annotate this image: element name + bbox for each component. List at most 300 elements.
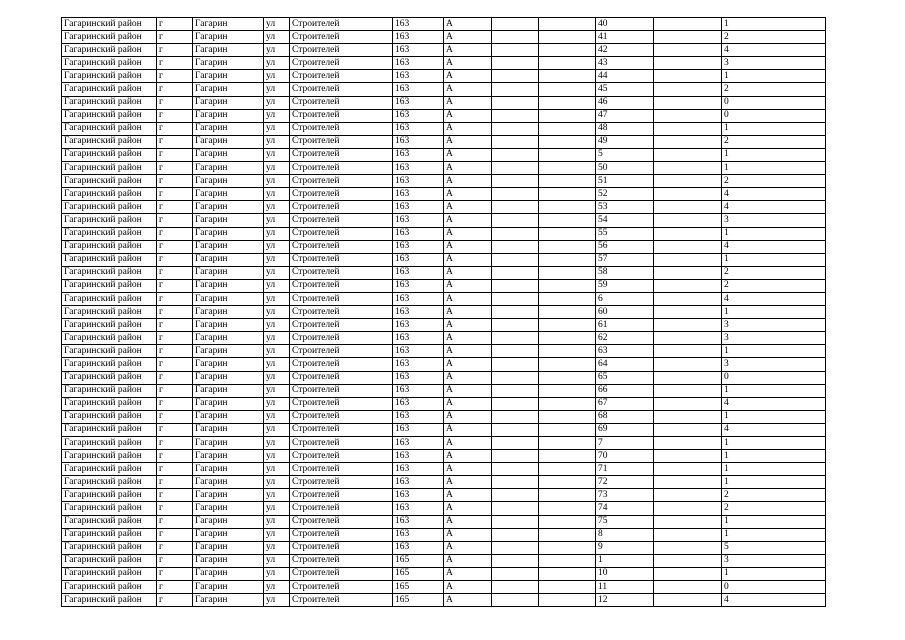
cell-street: Строителей — [290, 227, 393, 240]
cell-street: Строителей — [290, 96, 393, 109]
cell-col-9 — [539, 581, 596, 594]
cell-house-number: 163 — [393, 253, 444, 266]
cell-street: Строителей — [290, 201, 393, 214]
cell-building: А — [444, 148, 492, 161]
cell-value: 1 — [722, 253, 826, 266]
cell-col-9 — [539, 253, 596, 266]
cell-col-11 — [654, 332, 722, 345]
cell-locality: Гагарин — [193, 332, 264, 345]
cell-apartment: 65 — [596, 371, 654, 384]
cell-col-9 — [539, 240, 596, 253]
table-row — [62, 567, 826, 580]
cell-col-9 — [539, 96, 596, 109]
cell-col-11 — [654, 515, 722, 528]
cell-street: Строителей — [290, 109, 393, 122]
cell-col-11 — [654, 175, 722, 188]
cell-col-8 — [492, 70, 539, 83]
cell-district: Гагаринский район — [62, 266, 157, 279]
cell-col-11 — [654, 384, 722, 397]
cell-district: Гагаринский район — [62, 581, 157, 594]
cell-col-8 — [492, 476, 539, 489]
table-row — [62, 450, 826, 463]
cell-col-8 — [492, 188, 539, 201]
cell-value: 2 — [722, 279, 826, 292]
cell-district: Гагаринский район — [62, 502, 157, 515]
cell-apartment: 42 — [596, 44, 654, 57]
cell-locality-type: г — [157, 437, 193, 450]
table-row — [62, 319, 826, 332]
cell-col-8 — [492, 410, 539, 423]
cell-district: Гагаринский район — [62, 122, 157, 135]
cell-locality-type: г — [157, 423, 193, 436]
cell-apartment: 49 — [596, 135, 654, 148]
table-row — [62, 122, 826, 135]
cell-locality: Гагарин — [193, 292, 264, 305]
table-row — [62, 515, 826, 528]
cell-building: А — [444, 162, 492, 175]
cell-col-11 — [654, 70, 722, 83]
cell-col-11 — [654, 83, 722, 96]
cell-value: 1 — [722, 384, 826, 397]
cell-district: Гагаринский район — [62, 528, 157, 541]
cell-col-11 — [654, 306, 722, 319]
cell-district: Гагаринский район — [62, 201, 157, 214]
cell-value: 1 — [722, 567, 826, 580]
cell-locality-type: г — [157, 70, 193, 83]
cell-locality: Гагарин — [193, 44, 264, 57]
cell-street: Строителей — [290, 410, 393, 423]
cell-value: 1 — [722, 70, 826, 83]
cell-street-type: ул — [264, 528, 290, 541]
cell-value: 3 — [722, 554, 826, 567]
cell-col-11 — [654, 96, 722, 109]
cell-street: Строителей — [290, 266, 393, 279]
cell-col-9 — [539, 57, 596, 70]
cell-building: А — [444, 31, 492, 44]
cell-col-8 — [492, 201, 539, 214]
cell-col-9 — [539, 345, 596, 358]
table-row — [62, 410, 826, 423]
cell-district: Гагаринский район — [62, 31, 157, 44]
cell-building: А — [444, 332, 492, 345]
cell-locality-type: г — [157, 135, 193, 148]
cell-apartment: 40 — [596, 18, 654, 31]
cell-street-type: ул — [264, 240, 290, 253]
cell-district: Гагаринский район — [62, 148, 157, 161]
cell-col-11 — [654, 253, 722, 266]
cell-col-9 — [539, 319, 596, 332]
cell-col-9 — [539, 227, 596, 240]
cell-locality-type: г — [157, 489, 193, 502]
cell-district: Гагаринский район — [62, 437, 157, 450]
cell-locality: Гагарин — [193, 397, 264, 410]
cell-locality: Гагарин — [193, 122, 264, 135]
cell-value: 4 — [722, 240, 826, 253]
cell-col-11 — [654, 201, 722, 214]
cell-street: Строителей — [290, 502, 393, 515]
cell-locality: Гагарин — [193, 175, 264, 188]
cell-col-9 — [539, 175, 596, 188]
cell-street-type: ул — [264, 188, 290, 201]
cell-street-type: ул — [264, 450, 290, 463]
cell-street: Строителей — [290, 70, 393, 83]
cell-building: А — [444, 240, 492, 253]
cell-locality-type: г — [157, 594, 193, 607]
cell-street-type: ул — [264, 371, 290, 384]
cell-locality: Гагарин — [193, 109, 264, 122]
cell-street: Строителей — [290, 345, 393, 358]
cell-building: А — [444, 463, 492, 476]
cell-locality-type: г — [157, 450, 193, 463]
cell-locality: Гагарин — [193, 489, 264, 502]
cell-apartment: 11 — [596, 581, 654, 594]
cell-building: А — [444, 253, 492, 266]
table-row — [62, 489, 826, 502]
cell-col-8 — [492, 423, 539, 436]
cell-street: Строителей — [290, 437, 393, 450]
cell-street-type: ул — [264, 567, 290, 580]
cell-col-11 — [654, 44, 722, 57]
cell-house-number: 163 — [393, 489, 444, 502]
cell-locality: Гагарин — [193, 567, 264, 580]
cell-value: 1 — [722, 437, 826, 450]
cell-locality: Гагарин — [193, 319, 264, 332]
cell-building: А — [444, 541, 492, 554]
cell-apartment: 70 — [596, 450, 654, 463]
cell-apartment: 48 — [596, 122, 654, 135]
cell-locality: Гагарин — [193, 410, 264, 423]
cell-value: 1 — [722, 463, 826, 476]
cell-street-type: ул — [264, 109, 290, 122]
cell-house-number: 163 — [393, 437, 444, 450]
cell-locality-type: г — [157, 306, 193, 319]
cell-value: 2 — [722, 489, 826, 502]
cell-street-type: ул — [264, 292, 290, 305]
cell-locality: Гагарин — [193, 384, 264, 397]
cell-col-9 — [539, 358, 596, 371]
cell-street-type: ул — [264, 96, 290, 109]
cell-value: 1 — [722, 476, 826, 489]
table-row — [62, 227, 826, 240]
cell-district: Гагаринский район — [62, 109, 157, 122]
cell-col-8 — [492, 162, 539, 175]
cell-locality-type: г — [157, 410, 193, 423]
cell-street-type: ул — [264, 437, 290, 450]
table-row — [62, 502, 826, 515]
cell-value: 4 — [722, 292, 826, 305]
cell-col-11 — [654, 476, 722, 489]
cell-apartment: 73 — [596, 489, 654, 502]
cell-building: А — [444, 371, 492, 384]
cell-building: А — [444, 437, 492, 450]
cell-apartment: 63 — [596, 345, 654, 358]
cell-value: 4 — [722, 423, 826, 436]
cell-street: Строителей — [290, 476, 393, 489]
cell-value: 1 — [722, 515, 826, 528]
cell-col-11 — [654, 554, 722, 567]
cell-locality: Гагарин — [193, 515, 264, 528]
table-body — [62, 18, 826, 607]
cell-building: А — [444, 306, 492, 319]
cell-street-type: ул — [264, 476, 290, 489]
cell-col-11 — [654, 227, 722, 240]
cell-locality-type: г — [157, 214, 193, 227]
cell-district: Гагаринский район — [62, 554, 157, 567]
cell-building: А — [444, 594, 492, 607]
cell-col-8 — [492, 57, 539, 70]
cell-district: Гагаринский район — [62, 450, 157, 463]
cell-locality-type: г — [157, 18, 193, 31]
cell-apartment: 10 — [596, 567, 654, 580]
cell-building: А — [444, 96, 492, 109]
table-row — [62, 253, 826, 266]
cell-street: Строителей — [290, 44, 393, 57]
cell-locality: Гагарин — [193, 437, 264, 450]
cell-apartment: 68 — [596, 410, 654, 423]
cell-locality-type: г — [157, 541, 193, 554]
cell-col-8 — [492, 450, 539, 463]
cell-locality-type: г — [157, 502, 193, 515]
cell-apartment: 66 — [596, 384, 654, 397]
cell-col-8 — [492, 96, 539, 109]
cell-building: А — [444, 188, 492, 201]
cell-street-type: ул — [264, 410, 290, 423]
cell-col-11 — [654, 279, 722, 292]
cell-locality-type: г — [157, 358, 193, 371]
cell-house-number: 163 — [393, 122, 444, 135]
cell-building: А — [444, 528, 492, 541]
cell-street-type: ул — [264, 515, 290, 528]
cell-value: 0 — [722, 581, 826, 594]
cell-house-number: 163 — [393, 83, 444, 96]
cell-house-number: 163 — [393, 541, 444, 554]
cell-street-type: ул — [264, 554, 290, 567]
cell-street: Строителей — [290, 18, 393, 31]
cell-locality: Гагарин — [193, 227, 264, 240]
table-row — [62, 162, 826, 175]
cell-apartment: 9 — [596, 541, 654, 554]
cell-locality-type: г — [157, 83, 193, 96]
table-row — [62, 463, 826, 476]
cell-building: А — [444, 476, 492, 489]
cell-apartment: 45 — [596, 83, 654, 96]
cell-value: 2 — [722, 135, 826, 148]
cell-locality-type: г — [157, 332, 193, 345]
cell-district: Гагаринский район — [62, 83, 157, 96]
cell-col-11 — [654, 397, 722, 410]
table-row — [62, 44, 826, 57]
cell-locality-type: г — [157, 162, 193, 175]
cell-house-number: 163 — [393, 109, 444, 122]
cell-col-8 — [492, 489, 539, 502]
cell-building: А — [444, 581, 492, 594]
cell-district: Гагаринский район — [62, 410, 157, 423]
table-row — [62, 476, 826, 489]
cell-locality-type: г — [157, 188, 193, 201]
cell-value: 1 — [722, 227, 826, 240]
cell-col-11 — [654, 410, 722, 423]
cell-district: Гагаринский район — [62, 423, 157, 436]
cell-col-8 — [492, 515, 539, 528]
cell-building: А — [444, 397, 492, 410]
cell-building: А — [444, 489, 492, 502]
cell-col-9 — [539, 423, 596, 436]
cell-street: Строителей — [290, 292, 393, 305]
cell-apartment: 51 — [596, 175, 654, 188]
cell-locality-type: г — [157, 122, 193, 135]
cell-district: Гагаринский район — [62, 541, 157, 554]
cell-value: 1 — [722, 148, 826, 161]
cell-street-type: ул — [264, 201, 290, 214]
cell-value: 1 — [722, 122, 826, 135]
table-row — [62, 292, 826, 305]
cell-locality-type: г — [157, 345, 193, 358]
cell-street-type: ул — [264, 253, 290, 266]
cell-street-type: ул — [264, 319, 290, 332]
cell-col-9 — [539, 476, 596, 489]
cell-locality: Гагарин — [193, 345, 264, 358]
table-row — [62, 70, 826, 83]
cell-locality-type: г — [157, 96, 193, 109]
cell-col-8 — [492, 279, 539, 292]
cell-street-type: ул — [264, 214, 290, 227]
cell-street: Строителей — [290, 423, 393, 436]
table-row — [62, 397, 826, 410]
cell-district: Гагаринский район — [62, 214, 157, 227]
cell-house-number: 163 — [393, 515, 444, 528]
cell-street-type: ул — [264, 502, 290, 515]
cell-building: А — [444, 266, 492, 279]
cell-locality-type: г — [157, 240, 193, 253]
cell-street-type: ул — [264, 18, 290, 31]
cell-col-8 — [492, 148, 539, 161]
cell-building: А — [444, 279, 492, 292]
cell-district: Гагаринский район — [62, 463, 157, 476]
table-row — [62, 345, 826, 358]
cell-district: Гагаринский район — [62, 188, 157, 201]
table-row — [62, 332, 826, 345]
cell-col-8 — [492, 345, 539, 358]
cell-apartment: 43 — [596, 57, 654, 70]
cell-locality-type: г — [157, 384, 193, 397]
cell-apartment: 57 — [596, 253, 654, 266]
cell-col-8 — [492, 253, 539, 266]
cell-building: А — [444, 358, 492, 371]
cell-house-number: 163 — [393, 201, 444, 214]
cell-street: Строителей — [290, 450, 393, 463]
cell-value: 3 — [722, 57, 826, 70]
cell-col-8 — [492, 358, 539, 371]
cell-house-number: 163 — [393, 476, 444, 489]
cell-col-9 — [539, 18, 596, 31]
cell-locality-type: г — [157, 227, 193, 240]
cell-street-type: ул — [264, 162, 290, 175]
cell-apartment: 46 — [596, 96, 654, 109]
cell-locality-type: г — [157, 31, 193, 44]
table-row — [62, 31, 826, 44]
cell-value: 1 — [722, 450, 826, 463]
cell-house-number: 163 — [393, 214, 444, 227]
table-row — [62, 423, 826, 436]
cell-street: Строителей — [290, 306, 393, 319]
cell-col-11 — [654, 528, 722, 541]
cell-street-type: ул — [264, 70, 290, 83]
cell-col-9 — [539, 109, 596, 122]
cell-col-9 — [539, 292, 596, 305]
table-row — [62, 109, 826, 122]
cell-col-9 — [539, 306, 596, 319]
cell-col-11 — [654, 18, 722, 31]
cell-house-number: 163 — [393, 450, 444, 463]
cell-house-number: 163 — [393, 306, 444, 319]
cell-street: Строителей — [290, 594, 393, 607]
cell-building: А — [444, 122, 492, 135]
cell-street: Строителей — [290, 122, 393, 135]
cell-street: Строителей — [290, 240, 393, 253]
cell-col-11 — [654, 581, 722, 594]
cell-col-8 — [492, 214, 539, 227]
cell-col-9 — [539, 148, 596, 161]
cell-col-8 — [492, 227, 539, 240]
cell-building: А — [444, 227, 492, 240]
cell-apartment: 60 — [596, 306, 654, 319]
cell-col-8 — [492, 332, 539, 345]
cell-locality-type: г — [157, 476, 193, 489]
cell-locality: Гагарин — [193, 554, 264, 567]
cell-locality-type: г — [157, 319, 193, 332]
cell-house-number: 163 — [393, 423, 444, 436]
table-row — [62, 201, 826, 214]
cell-locality: Гагарин — [193, 31, 264, 44]
cell-apartment: 62 — [596, 332, 654, 345]
cell-house-number: 163 — [393, 148, 444, 161]
cell-col-8 — [492, 319, 539, 332]
cell-house-number: 163 — [393, 57, 444, 70]
cell-district: Гагаринский район — [62, 253, 157, 266]
cell-col-8 — [492, 384, 539, 397]
cell-house-number: 163 — [393, 371, 444, 384]
cell-street-type: ул — [264, 148, 290, 161]
cell-col-9 — [539, 489, 596, 502]
cell-district: Гагаринский район — [62, 44, 157, 57]
cell-street-type: ул — [264, 57, 290, 70]
cell-apartment: 61 — [596, 319, 654, 332]
address-table — [61, 17, 826, 607]
cell-value: 1 — [722, 410, 826, 423]
cell-street-type: ул — [264, 358, 290, 371]
cell-col-9 — [539, 70, 596, 83]
cell-col-9 — [539, 44, 596, 57]
cell-apartment: 6 — [596, 292, 654, 305]
cell-building: А — [444, 502, 492, 515]
cell-col-8 — [492, 502, 539, 515]
cell-house-number: 163 — [393, 279, 444, 292]
cell-value: 5 — [722, 541, 826, 554]
table-row — [62, 175, 826, 188]
cell-building: А — [444, 18, 492, 31]
cell-street-type: ул — [264, 122, 290, 135]
cell-value: 1 — [722, 528, 826, 541]
cell-col-9 — [539, 594, 596, 607]
cell-building: А — [444, 70, 492, 83]
cell-locality: Гагарин — [193, 266, 264, 279]
cell-apartment: 53 — [596, 201, 654, 214]
cell-building: А — [444, 345, 492, 358]
cell-value: 3 — [722, 358, 826, 371]
cell-col-8 — [492, 463, 539, 476]
cell-col-9 — [539, 266, 596, 279]
cell-district: Гагаринский район — [62, 292, 157, 305]
